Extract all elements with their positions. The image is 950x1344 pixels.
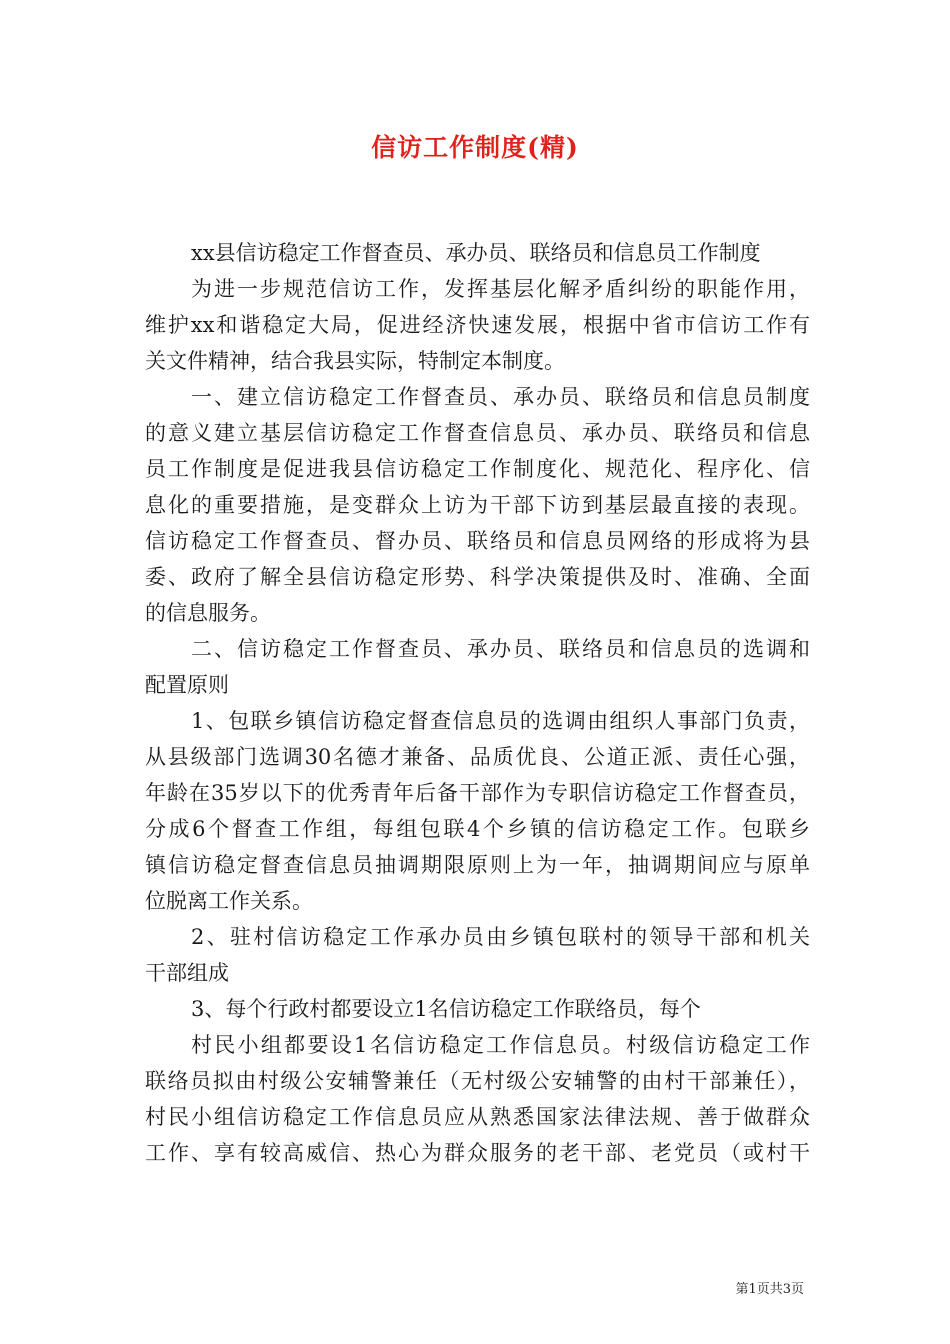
body-line: 一、建立信访稳定工作督查员、承办员、联络员和信息员制度 [191, 385, 810, 409]
document-body [145, 235, 810, 1171]
body-line: 联络员拟由村级公安辅警兼任（无村级公安辅警的由村干部兼任）， [145, 1069, 810, 1093]
body-line: 配置原则 [145, 673, 229, 697]
body-line: 3、每个行政村都要设立1名信访稳定工作联络员，每个 [191, 997, 701, 1021]
body-line: 工作、享有较高威信、热心为群众服务的老干部、老党员（或村干 [145, 1141, 810, 1165]
body-line: 位脱离工作关系。 [145, 889, 313, 913]
body-line: 维护xx和谐稳定大局，促进经济快速发展，根据中省市信访工作有 [145, 313, 810, 337]
body-line: 村民小组都要设1名信访稳定工作信息员。村级信访稳定工作 [191, 1033, 810, 1057]
body-line: 员工作制度是促进我县信访稳定工作制度化、规范化、程序化、信 [145, 457, 810, 481]
body-line: 的意义建立基层信访稳定工作督查信息员、承办员、联络员和信息 [145, 421, 810, 445]
body-line: 2、驻村信访稳定工作承办员由乡镇包联村的领导干部和机关 [191, 925, 810, 949]
body-line: 分成6个督查工作组，每组包联4个乡镇的信访稳定工作。包联乡 [145, 817, 810, 841]
body-line: 村民小组信访稳定工作信息员应从熟悉国家法律法规、善于做群众 [145, 1105, 810, 1129]
body-line: 干部组成 [145, 961, 229, 985]
body-line: 为进一步规范信访工作，发挥基层化解矛盾纠纷的职能作用， [191, 277, 810, 301]
body-line: 信访稳定工作督查员、督办员、联络员和信息员网络的形成将为县 [145, 529, 810, 553]
body-line: 息化的重要措施，是变群众上访为干部下访到基层最直接的表现。 [145, 493, 810, 517]
document-title: 信访工作制度(精) [371, 133, 579, 162]
body-line: xx县信访稳定工作督查员、承办员、联络员和信息员工作制度 [191, 241, 761, 265]
page-number: 第1页共3页 [735, 1282, 804, 1297]
body-line: 委、政府了解全县信访稳定形势、科学决策提供及时、准确、全面 [145, 565, 810, 589]
body-line: 年龄在35岁以下的优秀青年后备干部作为专职信访稳定工作督查员， [145, 781, 810, 805]
body-line: 镇信访稳定督查信息员抽调期限原则上为一年，抽调期间应与原单 [145, 853, 810, 877]
body-line: 二、信访稳定工作督查员、承办员、联络员和信息员的选调和 [191, 637, 810, 661]
body-line: 关文件精神，结合我县实际，特制定本制度。 [145, 349, 565, 373]
body-line: 的信息服务。 [145, 601, 271, 625]
body-line: 1、包联乡镇信访稳定督查信息员的选调由组织人事部门负责， [191, 709, 810, 733]
body-line: 从县级部门选调30名德才兼备、品质优良、公道正派、责任心强， [145, 745, 810, 769]
